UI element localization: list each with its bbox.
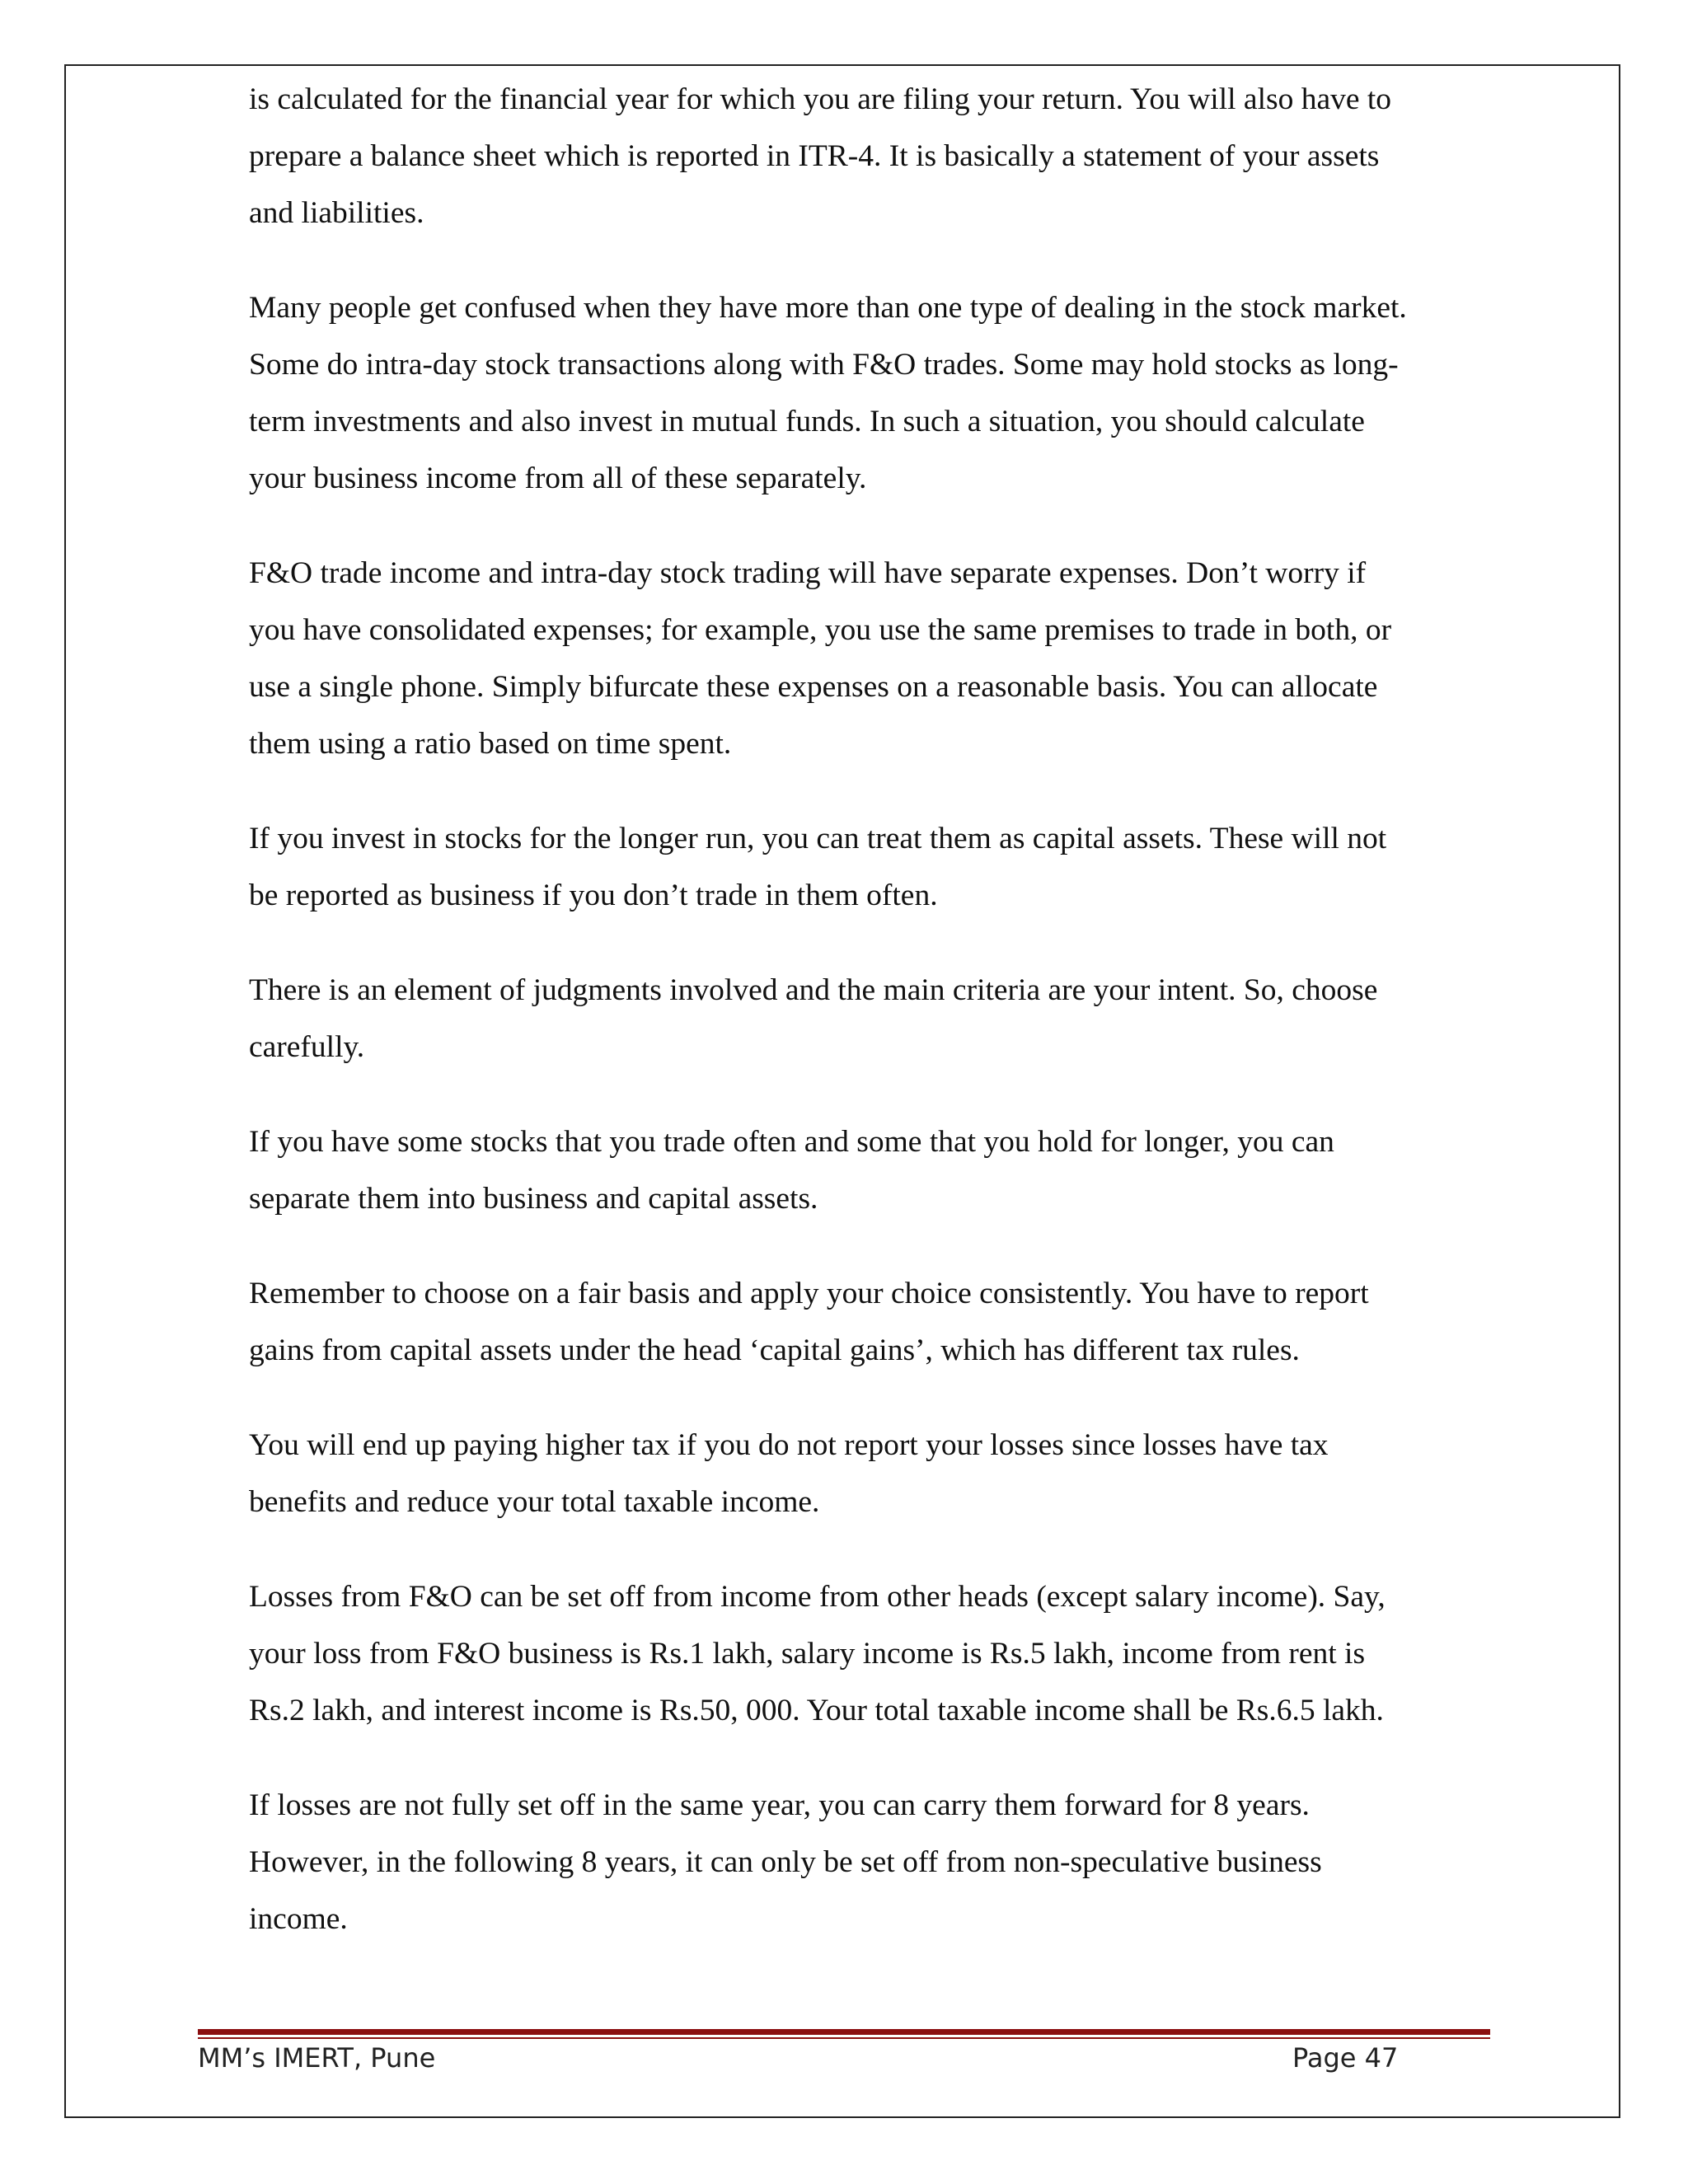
paragraph: Losses from F&O can be set off from income from other heads (except salary income). Say, your loss from F&O business is Rs.1 lakh, salary income is Rs.5 lakh, income from rent is Rs.2 lakh, and interest income is Rs.50, 000. Your total taxable income shall be Rs.6.5 lakh. [249, 1580, 1386, 1727]
footer-rule [198, 2029, 1490, 2039]
paragraph: Remember to choose on a fair basis and apply your choice consistently. You have to report gains from capital assets under the head ‘capital gains’, which has different tax rules. [249, 1277, 1369, 1367]
document-body [249, 71, 1518, 1985]
paragraph: If losses are not fully set off in the same year, you can carry them forward for 8 years. However, in the following 8 years, it can only be set off from non-speculative business income. [249, 1788, 1322, 1936]
paragraph: You will end up paying higher tax if you do not report your losses since losses have tax benefits and reduce your total taxable income. [249, 1428, 1329, 1519]
paragraph: is calculated for the financial year for which you are filing your return. You will also have to prepare a balance sheet which is reported in ITR-4. It is basically a statement of your assets and liabilities. [249, 82, 1392, 230]
paragraph: If you have some stocks that you trade often and some that you hold for longer, you can separate them into business and capital assets. [249, 1125, 1334, 1216]
footer-institution: MM’s IMERT, Pune [198, 2042, 436, 2074]
footer-page-number: Page 47 [1292, 2042, 1399, 2074]
paragraph: Many people get confused when they have more than one type of dealing in the stock market. Some do intra-day stock transactions along with F&O trades. Some may hold stocks as long- term investments and also invest in mutual funds. In such a situation, you should calculate your business income from all of these separately. [249, 291, 1407, 495]
paragraph: There is an element of judgments involved and the main criteria are your intent. So, choose carefully. [249, 973, 1378, 1064]
footer-rule-thick [198, 2029, 1490, 2035]
paragraph: If you invest in stocks for the longer run, you can treat them as capital assets. These will not be reported as business if you don’t trade in them often. [249, 822, 1387, 912]
paragraph: F&O trade income and intra-day stock trading will have separate expenses. Don’t worry if you have consolidated expenses; for example, you use the same premises to trade in both, or use a single phone. Simply bifurcate these expenses on a reasonable basis. You can allocate them using a ratio based on time spent. [249, 556, 1392, 761]
footer-rule-thin [198, 2037, 1490, 2039]
